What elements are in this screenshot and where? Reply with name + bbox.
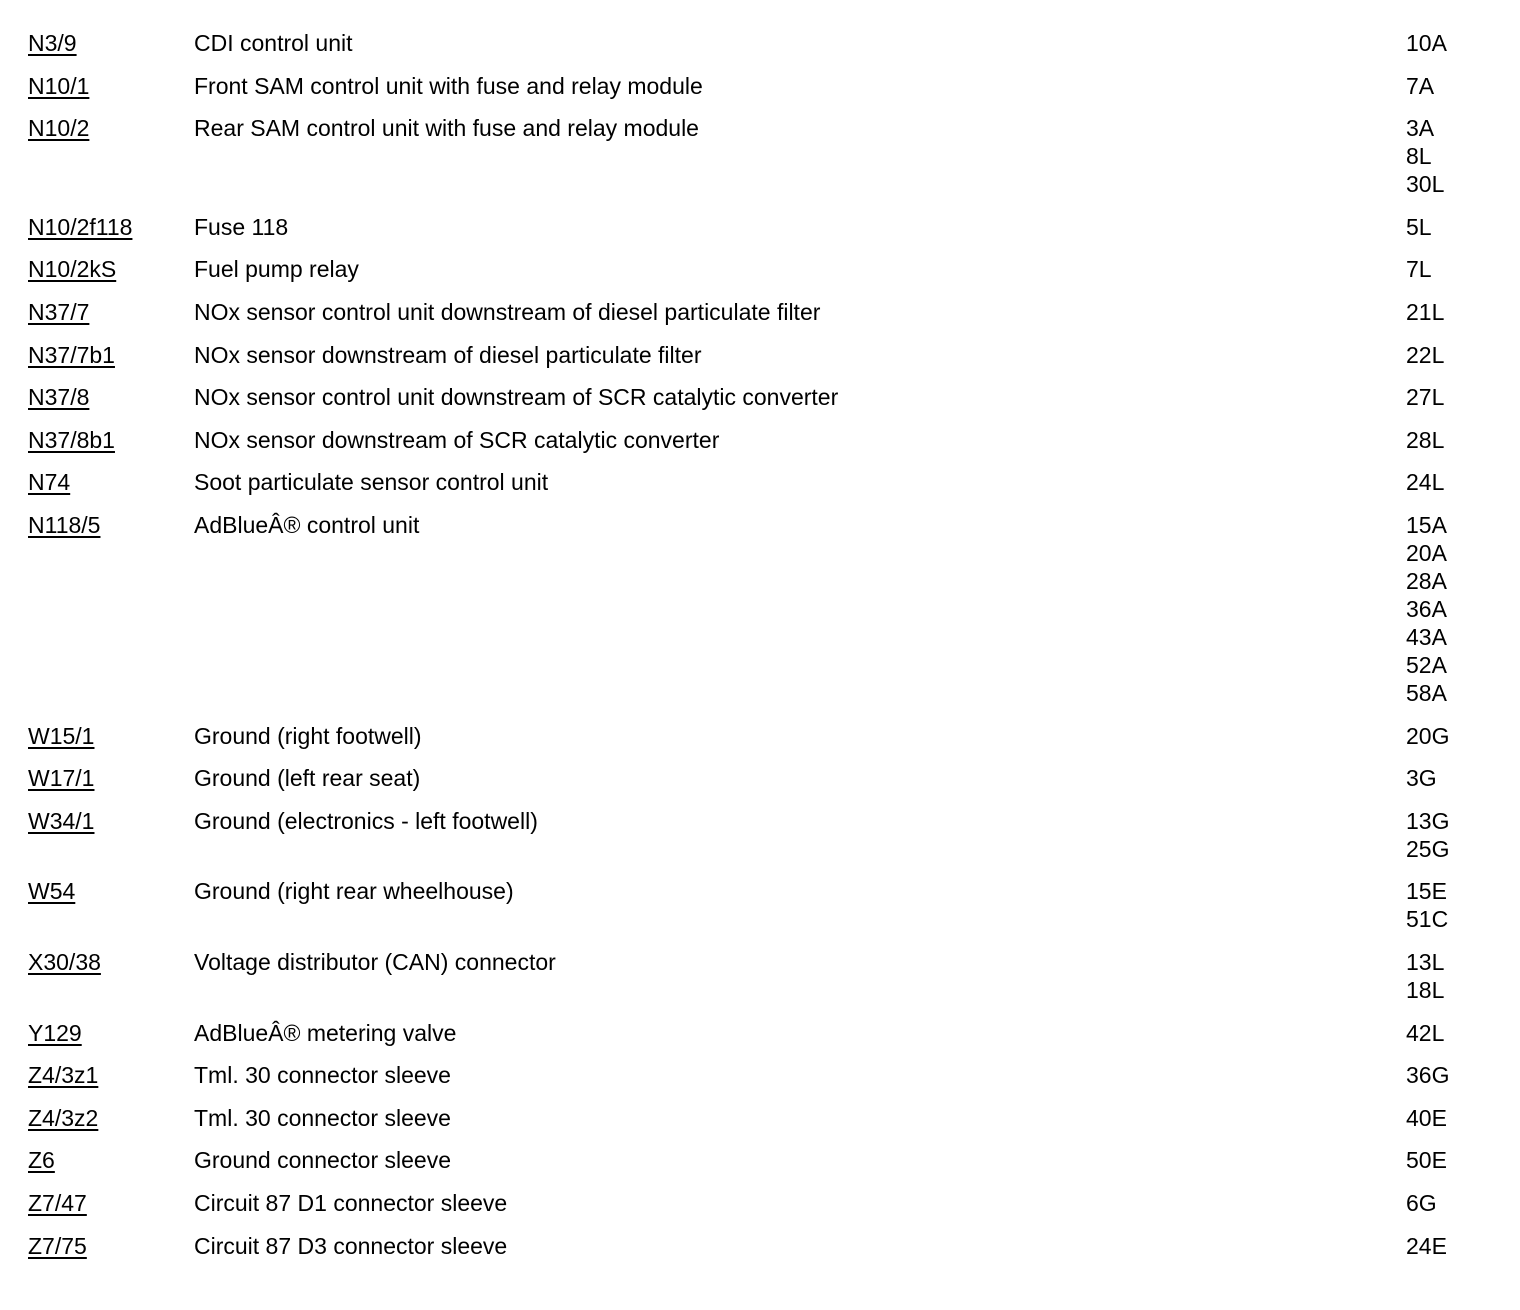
component-description: NOx sensor downstream of diesel particulate filter — [194, 341, 702, 368]
grid-location: 51C — [1406, 906, 1449, 933]
grid-location: 50E — [1406, 1147, 1447, 1174]
grid-location-list — [1406, 1232, 1447, 1260]
table-row — [28, 511, 1488, 707]
grid-location-list — [1406, 298, 1444, 326]
component-code-link[interactable]: N37/7b1 — [28, 341, 115, 368]
table-row — [28, 29, 1488, 57]
component-description: Fuel pump relay — [194, 256, 359, 283]
table-row — [28, 807, 1488, 863]
grid-location: 28L — [1406, 426, 1445, 453]
table-row — [28, 298, 1488, 326]
grid-location-list — [1406, 1146, 1447, 1174]
table-row — [28, 948, 1488, 1004]
component-code-link[interactable]: Y129 — [28, 1019, 82, 1046]
grid-location-list — [1406, 1104, 1447, 1132]
table-row — [28, 426, 1488, 454]
grid-location: 22L — [1406, 341, 1445, 368]
grid-location: 24L — [1406, 469, 1445, 496]
table-row — [28, 1189, 1488, 1217]
grid-location: 52A — [1406, 652, 1447, 678]
table-row — [28, 877, 1488, 933]
table-row — [28, 1061, 1488, 1089]
grid-location: 30L — [1406, 171, 1445, 198]
grid-location: 3G — [1406, 765, 1437, 792]
table-row — [28, 722, 1488, 750]
grid-location-list — [1406, 383, 1444, 411]
component-code-link[interactable]: N10/2kS — [28, 256, 117, 283]
grid-location: 5L — [1406, 213, 1432, 240]
component-code-link[interactable]: N37/8b1 — [28, 426, 115, 453]
component-code-link[interactable]: N37/7 — [28, 299, 90, 325]
grid-location: 27L — [1406, 384, 1445, 411]
grid-location-list — [1406, 72, 1434, 100]
grid-location: 58A — [1406, 680, 1447, 706]
grid-location: 8L — [1406, 143, 1432, 170]
table-row — [28, 341, 1488, 369]
component-description: NOx sensor control unit downstream of diesel particulate filter — [194, 299, 821, 325]
component-code-link[interactable]: Z7/47 — [28, 1190, 87, 1216]
table-row — [28, 1019, 1488, 1047]
grid-location-list — [1406, 114, 1444, 198]
table-row — [28, 213, 1488, 241]
component-description: Fuse 118 — [194, 213, 289, 240]
component-code-link[interactable]: Z4/3z1 — [28, 1062, 99, 1089]
grid-location-list — [1406, 1189, 1437, 1217]
grid-location: 20G — [1406, 722, 1450, 749]
component-code-link[interactable]: N37/8 — [28, 384, 90, 411]
grid-location-list — [1406, 1019, 1444, 1047]
component-code-link[interactable]: W17/1 — [28, 765, 95, 792]
grid-location: 42L — [1406, 1019, 1445, 1046]
table-row — [28, 1104, 1488, 1132]
component-code-link[interactable]: W34/1 — [28, 807, 95, 834]
grid-location: 36G — [1406, 1062, 1450, 1089]
table-row — [28, 72, 1488, 100]
grid-location-list — [1406, 948, 1444, 1004]
component-description: Ground connector sleeve — [194, 1147, 451, 1174]
grid-location: 15E — [1406, 878, 1447, 905]
component-description: Ground (right footwell) — [194, 722, 422, 749]
component-code-link[interactable]: W15/1 — [28, 722, 95, 749]
component-description: Front SAM control unit with fuse and relay module — [194, 72, 703, 99]
component-description: Voltage distributor (CAN) connector — [194, 949, 556, 975]
grid-location: 13G — [1406, 807, 1450, 834]
grid-location-list — [1406, 722, 1449, 750]
component-description: Rear SAM control unit with fuse and relay module — [194, 115, 699, 142]
table-row — [28, 255, 1488, 283]
grid-location: 25G — [1406, 835, 1450, 862]
grid-location-list — [1406, 341, 1444, 369]
component-description: Soot particulate sensor control unit — [194, 469, 549, 496]
grid-location: 21L — [1406, 299, 1445, 325]
grid-location-list — [1406, 807, 1449, 863]
grid-location: 40E — [1406, 1104, 1447, 1131]
grid-location-list — [1406, 426, 1444, 454]
grid-location-list — [1406, 255, 1432, 283]
grid-location: 28A — [1406, 568, 1447, 594]
grid-location-list — [1406, 1061, 1449, 1089]
grid-location-list — [1406, 29, 1447, 57]
grid-location-list — [1406, 877, 1448, 933]
component-code-link[interactable]: Z6 — [28, 1147, 55, 1174]
component-code-link[interactable]: Z4/3z2 — [28, 1104, 99, 1131]
grid-location: 3A — [1406, 115, 1435, 142]
grid-location: 6G — [1406, 1190, 1437, 1216]
component-description: Ground (right rear wheelhouse) — [194, 878, 514, 905]
component-description: Circuit 87 D3 connector sleeve — [194, 1232, 508, 1259]
component-code-link[interactable]: N3/9 — [28, 30, 77, 56]
table-row — [28, 764, 1488, 792]
grid-location: 7L — [1406, 256, 1432, 283]
grid-location: 43A — [1406, 624, 1447, 650]
component-description: Tml. 30 connector sleeve — [194, 1104, 451, 1131]
component-code-link[interactable]: N10/2 — [28, 115, 90, 142]
component-code-link[interactable]: N118/5 — [28, 512, 101, 538]
grid-location: 24E — [1406, 1232, 1447, 1259]
grid-location: 15A — [1406, 512, 1447, 538]
grid-location-list — [1406, 213, 1432, 241]
component-code-link[interactable]: Z7/75 — [28, 1232, 87, 1259]
component-code-link[interactable]: N10/1 — [28, 72, 90, 99]
table-row — [28, 1146, 1488, 1174]
grid-location: 36A — [1406, 596, 1447, 622]
component-description: Circuit 87 D1 connector sleeve — [194, 1190, 508, 1216]
component-description: NOx sensor downstream of SCR catalytic converter — [194, 426, 720, 453]
grid-location: 10A — [1406, 30, 1447, 56]
component-description: CDI control unit — [194, 30, 353, 56]
component-code-link[interactable]: W54 — [28, 878, 76, 905]
table-row — [28, 468, 1488, 496]
component-description: Tml. 30 connector sleeve — [194, 1062, 451, 1089]
component-code-link[interactable]: N10/2f118 — [28, 213, 133, 240]
table-row — [28, 383, 1488, 411]
component-description: AdBlueÂ® control unit — [194, 512, 420, 538]
component-code-link[interactable]: N74 — [28, 469, 71, 496]
grid-location-list — [1406, 468, 1444, 496]
component-description: Ground (left rear seat) — [194, 765, 421, 792]
component-code-link[interactable]: X30/38 — [28, 949, 101, 975]
grid-location: 7A — [1406, 72, 1435, 99]
grid-location: 13L — [1406, 949, 1445, 975]
component-description: AdBlueÂ® metering valve — [194, 1019, 457, 1046]
grid-location-list — [1406, 511, 1447, 707]
grid-location-list — [1406, 764, 1437, 792]
component-description: NOx sensor control unit downstream of SCR catalytic converter — [194, 384, 839, 411]
component-description: Ground (electronics - left footwell) — [194, 807, 538, 834]
grid-location: 20A — [1406, 540, 1447, 566]
table-row — [28, 114, 1488, 198]
table-row — [28, 1232, 1488, 1260]
grid-location: 18L — [1406, 977, 1445, 1003]
